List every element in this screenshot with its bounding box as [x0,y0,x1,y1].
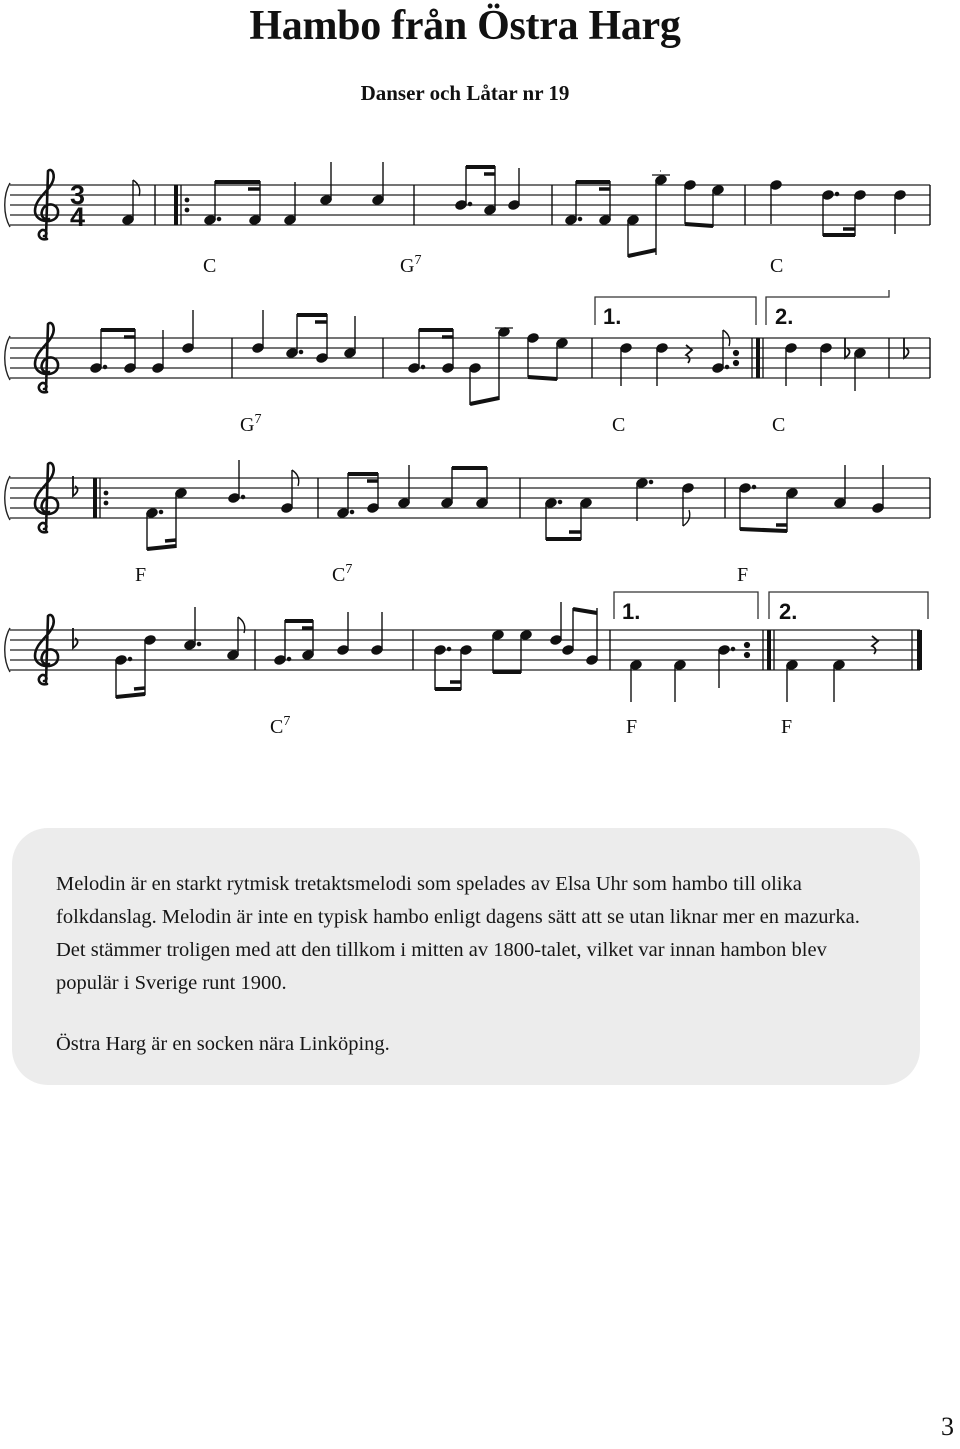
staff-system-2 [5,290,930,436]
page-number: 3 [941,1412,954,1441]
chord-symbol: F [626,716,638,738]
volta-label: 1. [622,599,641,624]
staff-system-4 [5,592,928,738]
volta-label: 2. [775,304,794,329]
volta-label: 2. [779,599,798,624]
info-paragraph: Melodin är en starkt rytmisk tretaktsmelodi som spelades av Elsa Uhr som hambo till olika folkdanslag. Melodin är inte en typisk hambo enligt dagens sätt att se utan liknar mer en mazurka. Det stämmer troligen med att den tillkom i mitten av 1800-talet, vilket var innan hambon blev populär i Sverige runt 1900. [56,873,860,994]
page-subtitle: Danser och Låtar nr 19 [360,81,570,105]
page-title: Hambo från Östra Harg [249,3,681,49]
notes [146,460,884,550]
chord-symbol: F [781,716,793,738]
chord-symbol: F [737,564,749,586]
time-signature-top: 3 [70,180,86,210]
flat-icon [73,476,78,496]
time-signature-bottom: 4 [70,202,86,232]
chord-symbol: C [203,255,217,277]
chord-symbol: C [770,255,784,277]
info-box [12,828,920,1085]
chord-symbol: $C^7$ [332,562,353,586]
chord-symbol: $G^7$ [400,253,422,277]
chord-symbol: C [612,414,626,436]
chord-symbol: $C^7$ [270,714,291,738]
notes [122,162,906,257]
chord-symbol: C [772,414,786,436]
chord-symbol: F [135,564,147,586]
staff-system-3 [5,460,930,586]
flat-icon [73,628,78,648]
staff-system-1 [5,162,930,277]
volta-label: 1. [603,304,622,329]
sheet-music [0,140,960,760]
info-paragraph: Östra Harg är en socken nära Linköping. [56,1033,390,1055]
chord-symbol: $G^7$ [240,412,262,436]
